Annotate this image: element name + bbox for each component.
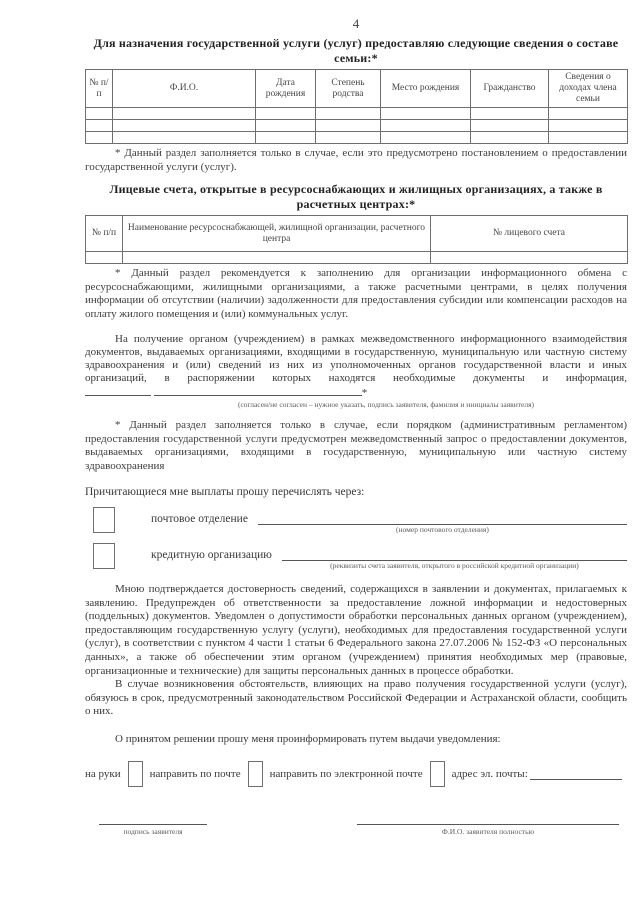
table-cell[interactable] (471, 108, 549, 120)
column-header: № п/п (86, 70, 113, 108)
table-row (86, 120, 628, 132)
table-cell[interactable] (549, 108, 628, 120)
applicant-fullname-caption: Ф.И.О. заявителя полностью (441, 826, 535, 836)
table-cell[interactable] (256, 132, 316, 144)
consent-fill-line-long[interactable] (154, 385, 362, 396)
consent-paragraph (85, 333, 627, 400)
declaration-block (85, 583, 627, 719)
family-section-heading: Для назначения государственной услуги (услуг) предоставляю следующие сведения о составе семьи:* (93, 36, 619, 65)
column-header: № лицевого счета (431, 216, 628, 252)
declaration-paragraph-2: В случае возникновения обстоятельств, влияющих на право получения государственной услуги (услуг), обязуюсь в срок, предусмотренный законодательством Российской Федерации и Астраханской области, сообщить о них. (85, 678, 627, 718)
column-header: Место рождения (381, 70, 471, 108)
notify-in-person-label: на руки (85, 767, 121, 780)
declaration-paragraph-1: Мною подтверждается достоверность сведений, содержащихся в заявлении и документах, прилагаемых к заявлению. Предупрежден об ответственности за предоставление ложной информации и недостоверных (поддельных) документов. Уведомлен о допустимости обработки персональных данных органом (учреждением), предоставляющим государственную услугу (услуги), необходимых для предоставления государственной услуги (услуг), в соответствии с пунктом 4 части 1 статьи 6 Федерального закона 27.07.2006 № 152-ФЗ «О персональных данных», а также об обеспечении этим органом (учреждением) принятия необходимых мер (правовые, организационные и технические) для защиты персональных данных в процессе обработки. (85, 583, 627, 677)
consent-line-caption: (согласен/не согласен – нужное указать, подпись заявителя, фамилия и инициалы заявителя) (237, 400, 535, 409)
column-header: Дата рождения (256, 70, 316, 108)
notify-in-person-checkbox[interactable] (128, 761, 143, 787)
notify-by-mail-checkbox[interactable] (248, 761, 263, 787)
payments-intro: Причитающиеся мне выплаты прошу перечислять через: (85, 486, 365, 498)
post-office-label: почтовое отделение (151, 513, 248, 525)
signature-row (85, 817, 627, 836)
table-cell[interactable] (113, 132, 256, 144)
consent-fill-line-short[interactable] (85, 385, 151, 396)
table-row (86, 108, 628, 120)
column-header: Наименование ресурсоснабжающей, жилищной организации, расчетного центра (123, 216, 431, 252)
table-cell[interactable] (86, 108, 113, 120)
column-header: Сведения о доходах члена семьи (549, 70, 628, 108)
table-cell[interactable] (316, 108, 381, 120)
accounts-table-header-row (86, 216, 628, 252)
consent-text: На получение органом (учреждением) в рамках межведомственного информационного взаимодействия документов, выдаваемых организациями, входящими в государственную, муниципальную или частную систему здравоохранения и (или) сведений из них из уполномоченных органов государственной власти и иных организаций, в распоряжении которых находятся необходимые документы и информация, (85, 333, 627, 384)
table-cell[interactable] (471, 120, 549, 132)
applicant-signature-caption: подпись заявителя (123, 826, 183, 836)
family-table-header-row (86, 70, 628, 108)
email-address-line[interactable] (530, 767, 622, 780)
applicant-signature-line[interactable] (99, 817, 207, 825)
post-office-checkbox[interactable] (93, 507, 115, 533)
table-cell[interactable] (113, 108, 256, 120)
table-cell[interactable] (86, 132, 113, 144)
column-header: Степень родства (316, 70, 381, 108)
table-cell[interactable] (256, 108, 316, 120)
table-cell[interactable] (113, 120, 256, 132)
post-office-number-line[interactable] (258, 509, 627, 525)
table-row (86, 132, 628, 144)
notify-by-mail-label: направить по почте (149, 767, 241, 780)
notification-intro: О принятом решении прошу меня проинформировать путем выдачи уведомления: (115, 732, 501, 745)
column-header: Ф.И.О. (113, 70, 256, 108)
accounts-section-footnote: * Данный раздел рекомендуется к заполнению для организации информационного обмена с ресурсоснабжающими, жилищными организациями, а также расчетными центрами, в целях получения информации об отсутствии (наличии) задолженности для предоставления субсидии или компенсации расходов на оплату жилого помещения и (или) коммунальных услуг. (85, 267, 627, 320)
family-section-footnote: * Данный раздел заполняется только в случае, если это предусмотрено постановлением о предоставлении государственной услуги (услуг). (85, 147, 627, 173)
accounts-section-heading: Лицевые счета, открытые в ресурсоснабжающих и жилищных организациях, а также в расчетных центрах:* (109, 182, 603, 211)
table-cell[interactable] (381, 108, 471, 120)
table-row (86, 252, 628, 264)
table-cell[interactable] (316, 132, 381, 144)
credit-organization-checkbox[interactable] (93, 543, 115, 569)
notify-by-email-label: направить по электронной почте (269, 767, 423, 780)
table-cell[interactable] (381, 132, 471, 144)
credit-account-caption: (реквизиты счета заявителя, открытого в российской кредитной организации) (330, 561, 579, 570)
notification-options-row (85, 761, 627, 787)
table-cell[interactable] (256, 120, 316, 132)
table-cell[interactable] (316, 120, 381, 132)
table-cell[interactable] (549, 120, 628, 132)
family-table (85, 69, 628, 144)
payment-option-bank (85, 543, 627, 570)
page-number: 4 (352, 16, 360, 31)
table-cell[interactable] (431, 252, 628, 264)
accounts-table (85, 215, 628, 264)
notify-by-email-checkbox[interactable] (430, 761, 445, 787)
column-header: № п/п (86, 216, 123, 252)
table-cell[interactable] (549, 132, 628, 144)
consent-footnote: * Данный раздел заполняется только в случае, если порядком (административным регламентом) предоставления государственной услуги предусмотрен межведомственный запрос о предоставлении документов, выдаваемых организациями, входящими в государственную, муниципальную или частную систему здравоохранения (85, 419, 627, 472)
email-address-label: адрес эл. почты: (451, 767, 528, 780)
applicant-fullname-line[interactable] (357, 817, 619, 825)
column-header: Гражданство (471, 70, 549, 108)
credit-organization-label: кредитную организацию (151, 549, 272, 561)
credit-account-line[interactable] (282, 545, 627, 561)
table-cell[interactable] (86, 120, 113, 132)
payment-option-post (85, 507, 627, 534)
table-cell[interactable] (471, 132, 549, 144)
post-office-caption: (номер почтового отделения) (396, 525, 489, 534)
table-cell[interactable] (86, 252, 123, 264)
consent-asterisk: * (361, 387, 368, 399)
table-cell[interactable] (381, 120, 471, 132)
table-cell[interactable] (123, 252, 431, 264)
